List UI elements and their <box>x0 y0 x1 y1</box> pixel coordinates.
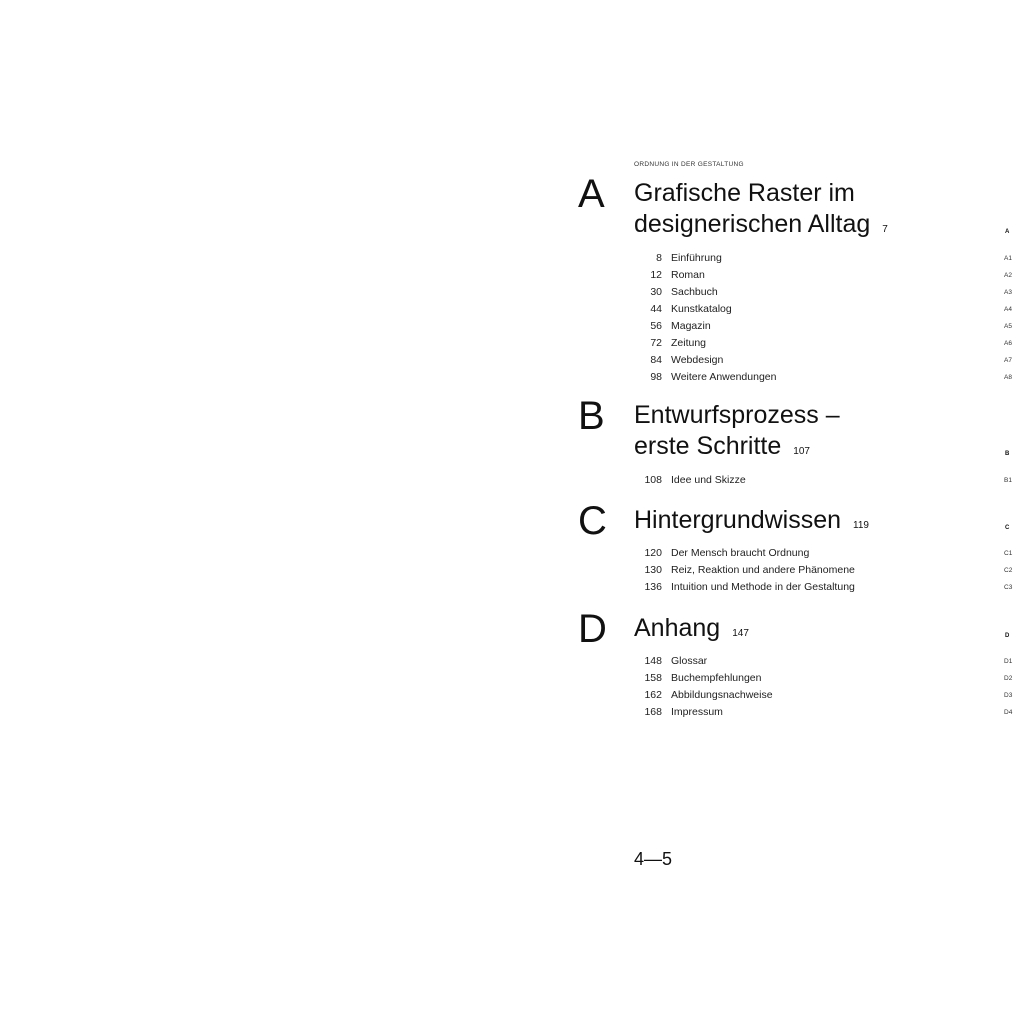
section-title-line: Entwurfsprozess – <box>634 401 840 429</box>
section-code: C <box>1005 525 1010 531</box>
section-code: A <box>1005 229 1010 235</box>
entry-code: A7 <box>1004 357 1012 364</box>
toc-entry[interactable] <box>0 252 1024 269</box>
toc-entry[interactable] <box>0 655 1024 672</box>
entry-code: D3 <box>1004 692 1013 699</box>
entry-page: 108 <box>644 474 662 486</box>
section-page-number: 7 <box>882 224 888 235</box>
section-title-line <box>634 505 869 541</box>
section-title-text: Hintergrundwissen <box>634 506 842 534</box>
section-title-line <box>634 613 749 649</box>
entry-code: A8 <box>1004 374 1012 381</box>
entry-title: Der Mensch braucht Ordnung <box>671 547 810 559</box>
toc-entry[interactable] <box>0 706 1024 723</box>
toc-entry[interactable] <box>0 337 1024 354</box>
entry-page: 98 <box>650 371 662 383</box>
toc-entry[interactable] <box>0 581 1024 598</box>
entry-title: Roman <box>671 269 705 281</box>
section-title-text: designerischen Alltag <box>634 210 871 238</box>
section-letter: C <box>578 499 607 543</box>
entry-code: A1 <box>1004 255 1012 262</box>
entry-title: Magazin <box>671 320 711 332</box>
entry-code: A4 <box>1004 306 1012 313</box>
running-header: ORDNUNG IN DER GESTALTUNG <box>634 161 744 168</box>
entry-code: C1 <box>1004 550 1013 557</box>
section-title-text: erste Schritte <box>634 432 782 460</box>
section-page-number: 119 <box>853 520 869 531</box>
entry-page: 30 <box>650 286 662 298</box>
entry-page: 168 <box>644 706 662 718</box>
entry-title: Glossar <box>671 655 708 667</box>
page-folio: 4—5 <box>634 849 673 869</box>
entry-title: Impressum <box>671 706 723 718</box>
toc-entry[interactable] <box>0 303 1024 320</box>
toc-entry[interactable] <box>0 286 1024 303</box>
entry-title: Intuition und Methode in der Gestaltung <box>671 581 855 593</box>
entry-title: Abbildungsnachweise <box>671 689 773 701</box>
toc-entry[interactable] <box>0 689 1024 706</box>
entry-code: B1 <box>1004 477 1012 484</box>
section-letter: D <box>578 607 607 651</box>
section-title <box>634 505 869 541</box>
entry-title: Kunstkatalog <box>671 303 732 315</box>
entry-page: 12 <box>650 269 662 281</box>
entry-title: Idee und Skizze <box>671 474 746 486</box>
toc-entry[interactable] <box>0 474 1024 491</box>
entry-title: Webdesign <box>671 354 724 366</box>
entry-code: C3 <box>1004 584 1013 591</box>
entry-page: 44 <box>650 303 662 315</box>
entry-page: 162 <box>644 689 662 701</box>
entry-code: A3 <box>1004 289 1012 296</box>
toc-entry[interactable] <box>0 320 1024 337</box>
toc-entry[interactable] <box>0 564 1024 581</box>
entry-title: Einführung <box>671 252 722 264</box>
section-title <box>634 400 840 467</box>
toc-entry[interactable] <box>0 672 1024 689</box>
section-code: B <box>1005 451 1010 457</box>
entry-page: 148 <box>644 655 662 667</box>
section-page-number: 107 <box>793 446 810 457</box>
section-title-text: Anhang <box>634 614 721 642</box>
entry-page: 8 <box>656 252 662 264</box>
entry-page: 158 <box>644 672 662 684</box>
entry-page: 56 <box>650 320 662 332</box>
entry-code: A5 <box>1004 323 1012 330</box>
entry-code: C2 <box>1004 567 1013 574</box>
entry-page: 120 <box>644 547 662 559</box>
entry-code: A6 <box>1004 340 1012 347</box>
entry-title: Reiz, Reaktion und andere Phänomene <box>671 564 855 576</box>
entry-code: D4 <box>1004 709 1013 716</box>
entry-code: A2 <box>1004 272 1012 279</box>
section-title <box>634 613 749 649</box>
entry-page: 136 <box>644 581 662 593</box>
section-title-line: Grafische Raster im <box>634 179 855 207</box>
toc-entry[interactable] <box>0 354 1024 371</box>
entry-page: 130 <box>644 564 662 576</box>
entry-title: Buchempfehlungen <box>671 672 762 684</box>
entry-page: 84 <box>650 354 662 366</box>
toc-entry[interactable] <box>0 547 1024 564</box>
entry-code: D2 <box>1004 675 1013 682</box>
section-title <box>634 178 888 245</box>
entry-title: Zeitung <box>671 337 707 349</box>
entry-code: D1 <box>1004 658 1013 665</box>
section-title-line <box>634 431 840 467</box>
entry-title: Sachbuch <box>671 286 718 298</box>
section-letter: A <box>578 172 605 216</box>
section-title-line <box>634 209 888 245</box>
toc-entry[interactable] <box>0 269 1024 286</box>
section-page-number: 147 <box>732 628 749 639</box>
entry-title: Weitere Anwendungen <box>671 371 777 383</box>
section-letter: B <box>578 394 605 438</box>
entry-page: 72 <box>650 337 662 349</box>
toc-entry[interactable] <box>0 371 1024 388</box>
section-code: D <box>1005 633 1010 639</box>
